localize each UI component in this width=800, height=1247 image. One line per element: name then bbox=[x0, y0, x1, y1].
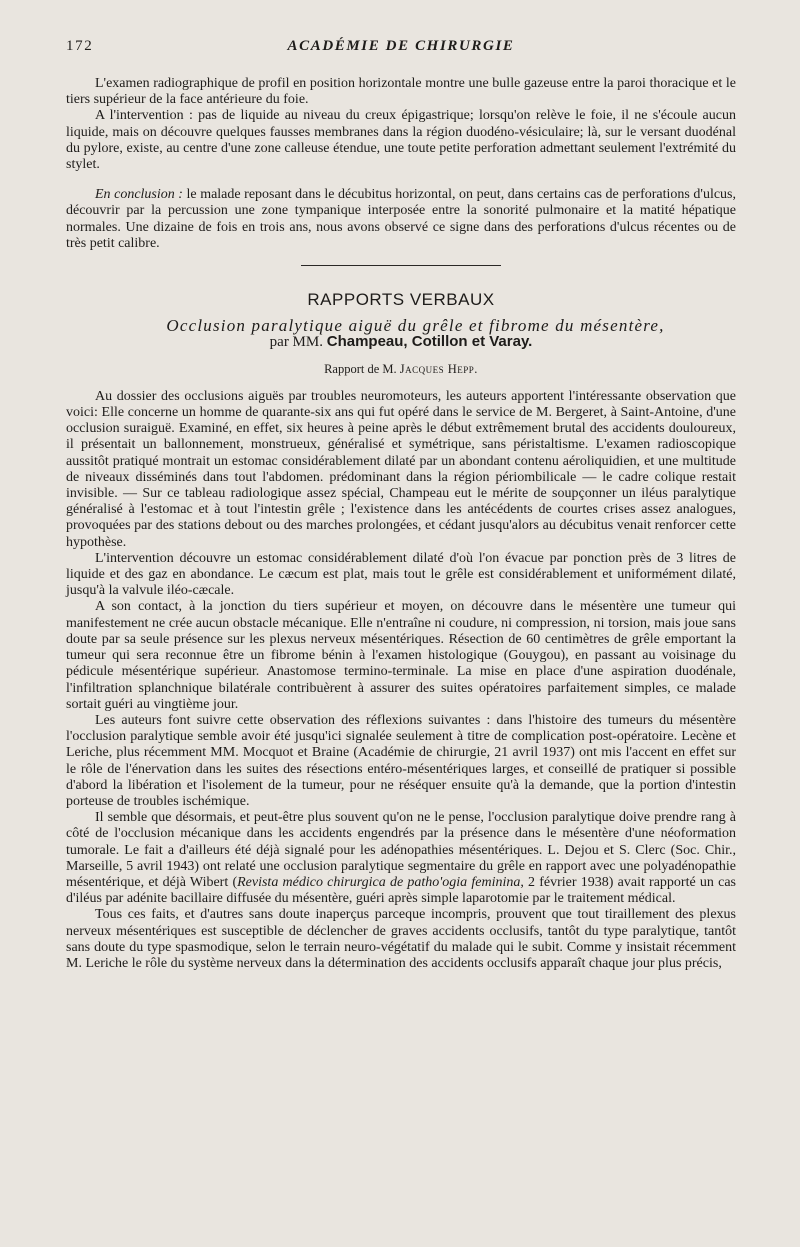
paragraph-intervention-findings: L'intervention découvre un estomac considérablement dilaté d'où l'on évacue par ponction près de 3 litres de liquide et des gaz en abondance. Le cæcum est plat, mais tout le grêle est considérablement et uniformément dilaté, jusqu'à la valvule iléo-cæcale. bbox=[66, 550, 736, 599]
authors-prefix: par MM. bbox=[269, 334, 327, 351]
paragraph-reflections: Les auteurs font suivre cette observation des réflexions suivantes : dans l'histoire des tumeurs du mésentère l'occlusion paralytique semble avoir été jusqu'ici signalée seulement à titre de complication post-opératoire. Lecène et Leriche, plus récemment MM. Mocquot et Braine (Académie de chirurgie, 21 avril 1937) ont mis l'accent en effet sur le rôle de l'énervation dans les suites des résections entéro-mésentériques larges, et conseillé de pratiquer si possible d'abord la libération et l'isolement de la tumeur, pour ne réséquer ensuite qu'à la demande, que la portion d'intestin porteuse de troubles ischémique. bbox=[66, 712, 736, 809]
page-body bbox=[66, 76, 736, 972]
paragraph-radiographic-exam: L'examen radiographique de profil en position horizontale montre une bulle gazeuse entre la paroi thoracique et le tiers supérieur de la face antérieure du foie. bbox=[66, 76, 736, 108]
paragraph-paralytic-occlusion bbox=[66, 810, 736, 907]
paragraph-text-part: , 2 février 1938) avait rapporté un cas d'iléus par adénite bacillaire diffusée du mésentère, guéri après simple laparotomie par le traitement médical. bbox=[66, 874, 736, 907]
paragraph-conclusion bbox=[66, 187, 736, 252]
paragraph-observation: Au dossier des occlusions aiguës par troubles neuromoteurs, les auteurs apportent l'intéressante observation que voici: Elle concerne un homme de quarante-six ans qui fut opéré dans le service de M. Bergeret, à Saint-Antoine, d'une occlusion suraiguë. Examiné, en effet, six heures à peine après le début extrêmement brutal des accidents douloureux, il présentait un ballonnement, monstrueux, généralisé et symétrique, sans péristaltisme. L'examen radioscopique aussitôt pratiqué montrait un estomac considérablement dilaté par un abondant contenu aéroliquidien, et une multitude de niveaux disséminés dans tout l'abdomen. prédominant dans la région périombilicale — le cadre colique restait invisible. — Sur ce tableau radiologique assez spécial, Champeau eut le mérite de soupçonner un iléus paralytique généralisé à l'estomac et à tout l'intestin grêle ; l'existence dans les antécédents de courtes crises assez analogues, provoquées par des stations debout ou des marches prolongées, et cédant jusqu'alors au décubitus venait renforcer cette hypothèse. bbox=[66, 388, 736, 550]
paragraph-text-part: Il semble que désormais, et peut-être plus souvent qu'on ne le pense, l'occlusion paralytique doive prendre rang à côté de l'occlusion mécanique dans les accidents engendrés par la présence dans le mésentère d'une néoformation tumorale. Le fait a d'ailleurs été déjà signalé pour les adénopathies mésentériques. L. Dejou et S. Clerc (Soc. Chir., Marseille, 5 avril 1943) ont relaté une occlusion paralytique segmentaire du grêle en rapport avec une polyadénopathie mésentérique, et déjà Wibert ( bbox=[66, 810, 736, 890]
conclusion-label: En conclusion : bbox=[95, 187, 183, 203]
report-title: Occlusion paralytique aiguë du grêle et fibrome du mésentère, bbox=[166, 316, 665, 336]
conclusion-text: le malade reposant dans le décubitus horizontal, on peut, dans certains cas de perforations d'ulcus, découvrir par la percussion une zone tympanique interposée entre la sonorité pulmonaire et la matité hépatique normales. Une dizaine de fois en trois ans, nous avons observé ce signe dans des perforations d'ulcus récentes ou de très petit calibre. bbox=[66, 187, 737, 251]
section-divider bbox=[301, 265, 501, 266]
paragraph-closing: Tous ces faits, et d'autres sans doute inaperçus parceque incompris, prouvent que tout tiraillement des plexus nerveux mésentériques est susceptible de déclencher de graves accidents occlusifs, tantôt du type paralytique, tantôt sans doute du type spasmodique, selon le terrain neuro-végétatif du malade qui le subit. Comme y insistait récemment M. Leriche le rôle du système nerveux dans la détermination des accidents occlusifs apparaît chaque jour plus précis, bbox=[66, 907, 736, 971]
page-header bbox=[66, 38, 736, 60]
running-title: ACADÉMIE DE CHIRURGIE bbox=[287, 38, 515, 54]
paragraph-intervention: A l'intervention : pas de liquide au niveau du creux épigastrique; lorsqu'on relève le foie, il ne s'écoule aucun liquide, mais on découvre quelques fausses membranes dans la région duodéno-vésiculaire; là, sur le versant duodénal du pylore, existe, au centre d'une zone calleuse étendue, une toute petite perforation admettant seulement l'extrémité du stylet. bbox=[66, 108, 736, 173]
rapporteur-prefix: Rapport de M. bbox=[324, 361, 400, 376]
paragraph-gap bbox=[66, 173, 736, 187]
rapporteur-line bbox=[66, 361, 736, 377]
rapporteur-name: Jacques Hepp. bbox=[399, 361, 478, 376]
paragraph-tumour: A son contact, à la jonction du tiers supérieur et moyen, on découvre dans le mésentère une tumeur qui manifestement ne crée aucun obstacle mécanique. Elle n'entraîne ni coudure, ni compression, ni torsion, mais joue sans doute par sa seule présence sur les plexus nerveux mésentériques. Résection de 60 centimètres de grêle emportant la tumeur qui sera reconnue être un fibrome bénin à l'examen histologique (Gouygou), en passant au voisinage du pédicule mésentérique supérieur. Anastomose termino-terminale. La mise en place d'une aspiration duodénale, l'infiltration splanchnique bilatérale contribuèrent à assurer des suites opératoires parfaitement simples, ce malade sortait guéri au vingtième jour. bbox=[66, 599, 736, 712]
authors-names: Champeau, Cotillon et Varay. bbox=[326, 333, 533, 351]
report-authors bbox=[66, 334, 736, 350]
journal-citation: Revista médico chirurgica de patho'ogia feminina bbox=[237, 874, 521, 890]
page-number: 172 bbox=[66, 38, 94, 54]
section-heading: RAPPORTS VERBAUX bbox=[307, 290, 495, 310]
